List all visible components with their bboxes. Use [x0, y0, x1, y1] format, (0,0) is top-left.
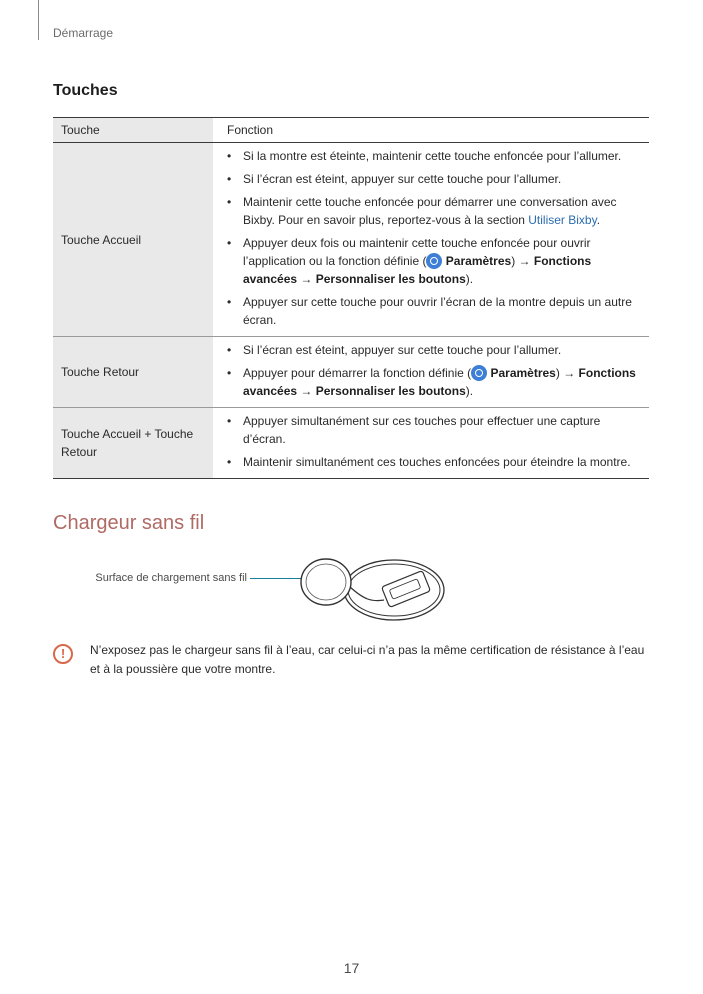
item-text: →: [297, 272, 316, 286]
list-item: • Si la montre est éteinte, maintenir cette touche enfoncée pour l’allumer.: [227, 147, 641, 165]
menu-path: Fonctions avancées: [243, 366, 636, 398]
table-row: [53, 408, 649, 479]
bixby-link[interactable]: Utiliser Bixby: [528, 213, 597, 227]
item-text: ) →: [555, 366, 579, 380]
item-text: Maintenir cette touche enfoncée pour démarrer une conversation avec Bixby. Pour en savoir plus, reportez-vous à la section: [243, 195, 617, 227]
bullet-list: [227, 341, 641, 400]
item-text: .: [596, 213, 601, 227]
list-item: [227, 364, 641, 400]
charging-surface-callout: Surface de chargement sans fil: [95, 572, 247, 584]
list-item: [227, 193, 641, 229]
warning-icon: !: [53, 644, 73, 664]
key-functions: [213, 143, 649, 337]
menu-path: Personnaliser les boutons: [315, 272, 466, 286]
menu-path: Paramètres: [490, 366, 556, 380]
key-name: Touche Retour: [53, 337, 213, 408]
key-functions: [213, 337, 649, 408]
settings-gear-icon: [471, 365, 487, 381]
key-functions: [213, 408, 649, 479]
bullet-list: [227, 147, 641, 329]
column-header-function: Fonction: [213, 118, 649, 143]
item-text: →: [297, 384, 316, 398]
list-item: • Si l’écran est éteint, appuyer sur cette touche pour l’allumer.: [227, 341, 641, 359]
item-text: ).: [465, 384, 474, 398]
header-divider: [38, 0, 39, 40]
column-header-key: Touche: [53, 118, 213, 143]
key-name: Touche Accueil + Touche Retour: [53, 408, 213, 479]
list-item: [227, 234, 641, 288]
warning-text: N’exposez pas le chargeur sans fil à l’eau, car celui-ci n’a pas la même certification de résistance à l’eau et à la poussière que votre montre.: [90, 643, 645, 676]
menu-path: Fonctions avancées: [243, 254, 592, 286]
section-title: Touches: [53, 82, 118, 99]
menu-path: Paramètres: [445, 254, 512, 268]
wireless-charger-illustration: [294, 548, 450, 628]
list-item: • Appuyer simultanément sur ces touches pour effectuer une capture d’écran.: [227, 412, 641, 448]
charger-section-title: Chargeur sans fil: [53, 512, 205, 534]
item-text: ).: [465, 272, 474, 286]
keys-table: [53, 117, 649, 479]
table-row: [53, 143, 649, 337]
table-row: [53, 337, 649, 408]
breadcrumb: Démarrage: [53, 26, 114, 40]
item-text: ) →: [511, 254, 534, 268]
settings-gear-icon: [426, 253, 442, 269]
page-number: 17: [343, 960, 360, 976]
key-name: Touche Accueil: [53, 143, 213, 337]
list-item: • Si l’écran est éteint, appuyer sur cette touche pour l’allumer.: [227, 170, 641, 188]
list-item: • Appuyer sur cette touche pour ouvrir l’écran de la montre depuis un autre écran.: [227, 293, 641, 329]
item-text: Appuyer deux fois ou maintenir cette touche enfoncée pour ouvrir l’application ou la fonction définie (: [243, 236, 591, 268]
table-header-row: [53, 118, 649, 143]
item-text: Appuyer pour démarrer la fonction définie (: [243, 366, 472, 380]
bullet-list: [227, 412, 641, 471]
list-item: • Maintenir simultanément ces touches enfoncées pour éteindre la montre.: [227, 453, 641, 471]
menu-path: Personnaliser les boutons: [315, 384, 466, 398]
